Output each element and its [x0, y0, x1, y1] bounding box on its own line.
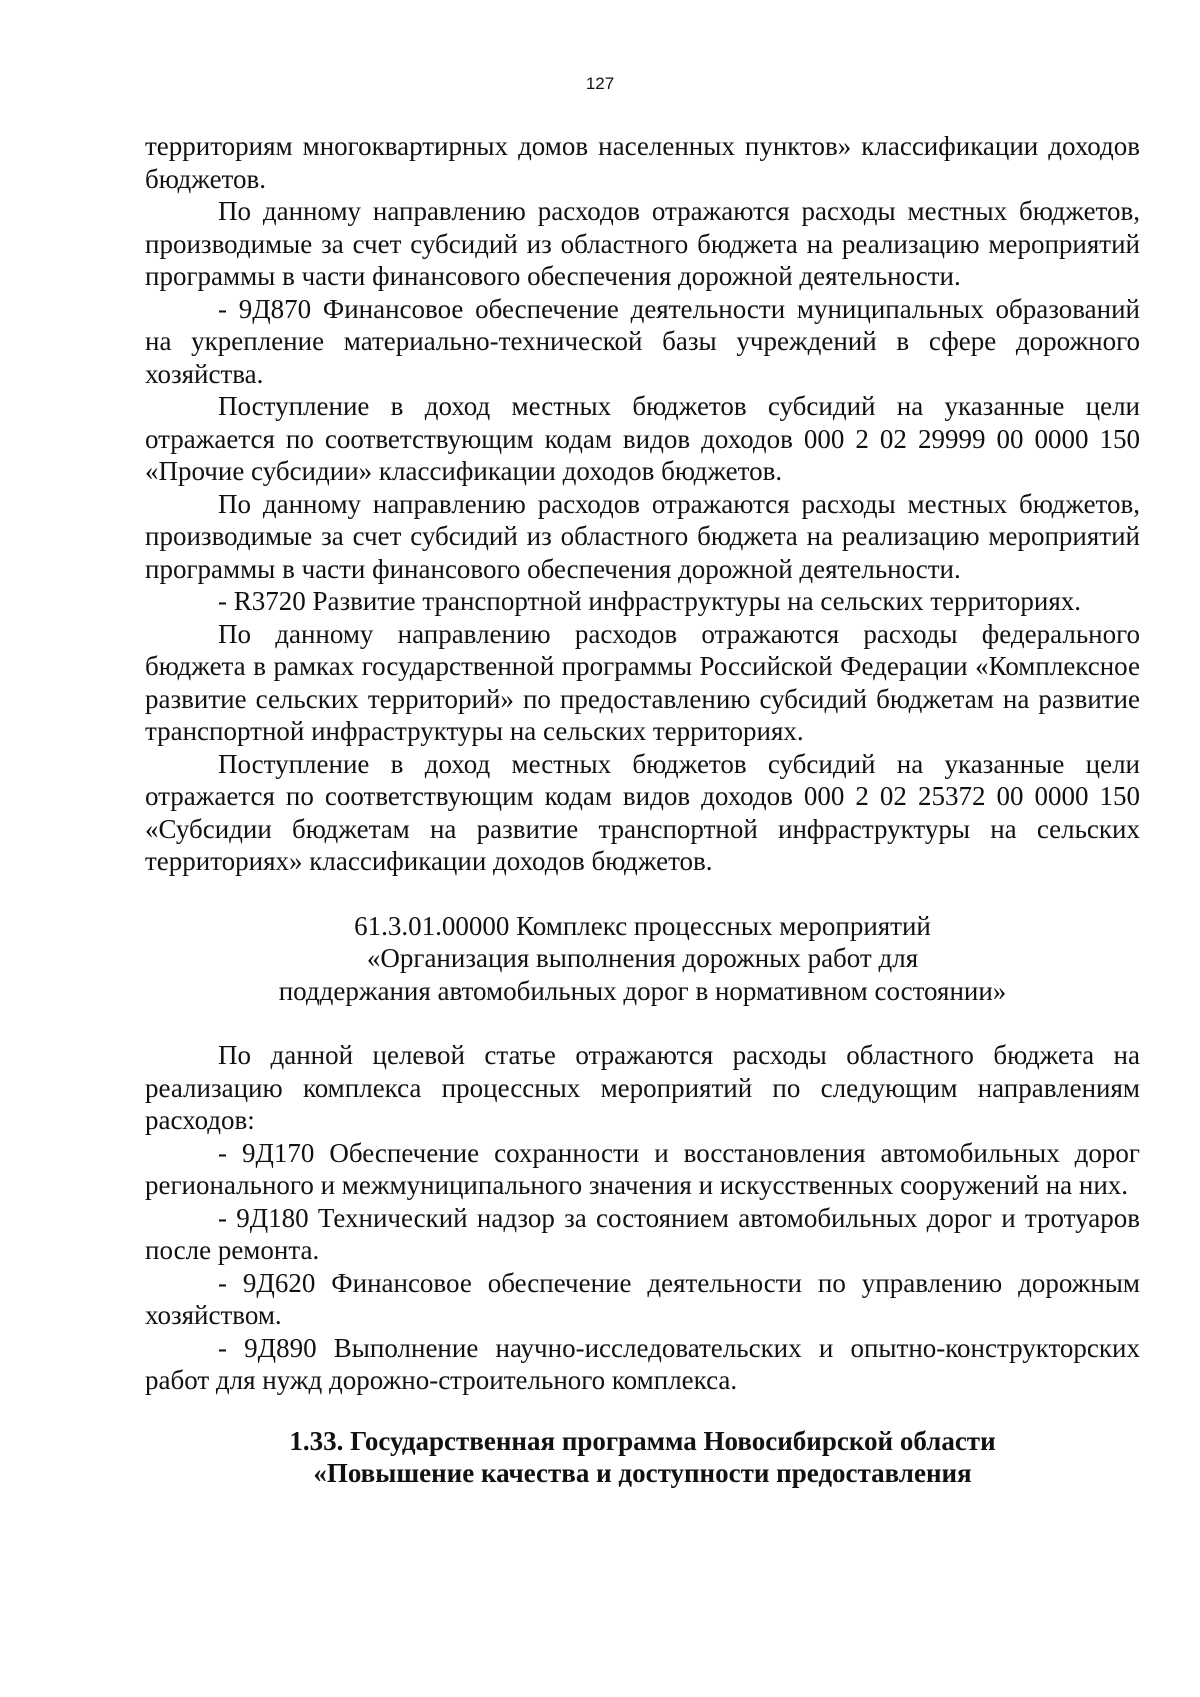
- paragraph: По данному направлению расходов отражаются расходы местных бюджетов, производимые за счет субсидий из областного бюджета на реализацию мероприятий программы в части финансового обеспечения дорожной деятельности.: [145, 196, 1140, 291]
- top-paragraphs: [145, 130, 1140, 878]
- paragraph: территориям многоквартирных домов населенных пунктов» классификации доходов бюджетов.: [145, 131, 1140, 194]
- paragraph: - 9Д180 Технический надзор за состоянием автомобильных дорог и тротуаров после ремонта.: [145, 1202, 1140, 1265]
- subsection-heading-line: поддержания автомобильных дорог в нормативном состоянии»: [278, 975, 1007, 1006]
- section-title-line: 1.33. Государственная программа Новосибирской области: [289, 1425, 996, 1456]
- section-title: [145, 1425, 1140, 1490]
- subsection-heading: [145, 910, 1140, 1008]
- subsection-heading-line: 61.3.01.00000 Комплекс процессных мероприятий: [354, 910, 931, 941]
- paragraph: По данному направлению расходов отражаются расходы местных бюджетов, производимые за счет субсидий из областного бюджета на реализацию мероприятий программы в части финансового обеспечения дорожной деятельности.: [145, 488, 1140, 584]
- subsection-heading-line: «Организация выполнения дорожных работ для: [366, 943, 919, 973]
- section-title-line: «Повышение качества и доступности предоставления: [313, 1458, 972, 1488]
- page-number: 127: [585, 74, 615, 93]
- paragraph: - R3720 Развитие транспортной инфраструктуры на сельских территориях.: [218, 586, 1082, 616]
- paragraph: - 9Д870 Финансовое обеспечение деятельности муниципальных образований на укрепление материально-технической базы учреждений в сфере дорожного хозяйства.: [145, 293, 1140, 389]
- paragraph: - 9Д620 Финансовое обеспечение деятельности по управлению дорожным хозяйством.: [145, 1267, 1140, 1330]
- paragraph: Поступление в доход местных бюджетов субсидий на указанные цели отражается по соответствующим кодам видов доходов 000 2 02 25372 00 0000 150 «Субсидии бюджетам на развитие транспортной инфраструктуры на сельских территориях» классификации доходов бюджетов.: [145, 748, 1140, 876]
- paragraph: - 9Д170 Обеспечение сохранности и восстановления автомобильных дорог регионального и межмуниципального значения и искусственных сооружений на них.: [145, 1137, 1140, 1200]
- paragraph: - 9Д890 Выполнение научно-исследовательских и опытно-конструкторских работ для нужд дорожно-строительного комплекса.: [145, 1332, 1140, 1395]
- paragraph: По данному направлению расходов отражаются расходы федерального бюджета в рамках государственной программы Российской Федерации «Комплексное развитие сельских территорий» по предоставлению субсидий бюджетам на развитие транспортной инфраструктуры на сельских территориях.: [145, 618, 1140, 746]
- paragraph: По данной целевой статье отражаются расходы областного бюджета на реализацию комплекса процессных мероприятий по следующим направлениям расходов:: [145, 1040, 1140, 1135]
- document-body: [145, 130, 1140, 1490]
- paragraph: Поступление в доход местных бюджетов субсидий на указанные цели отражается по соответствующим кодам видов доходов 000 2 02 29999 00 0000 150 «Прочие субсидии» классификации доходов бюджетов.: [145, 391, 1140, 486]
- bottom-paragraphs: [145, 1039, 1140, 1397]
